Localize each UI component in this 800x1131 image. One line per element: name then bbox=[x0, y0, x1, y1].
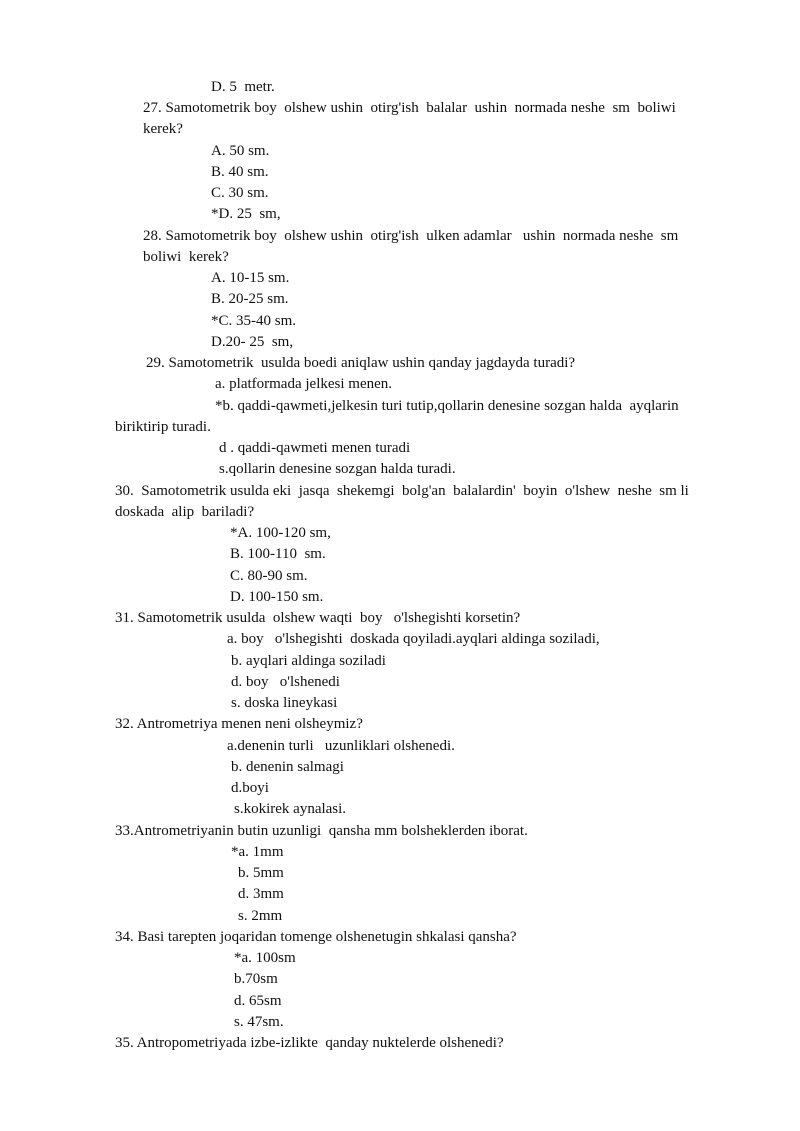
option-line: s. 47sm. bbox=[234, 1014, 284, 1030]
question-line: kerek? bbox=[143, 121, 183, 137]
option-line: B. 40 sm. bbox=[211, 164, 269, 180]
option-line: *a. 1mm bbox=[231, 844, 284, 860]
option-line: *a. 100sm bbox=[234, 950, 296, 966]
option-line: B. 100-110 sm. bbox=[230, 546, 326, 562]
question-line: 34. Basi tarepten joqaridan tomenge olshenetugin shkalasi qansha? bbox=[115, 929, 517, 945]
question-line: 35. Antropometriyada izbe-izlikte qanday nuktelerde olshenedi? bbox=[115, 1035, 504, 1051]
option-line: d. boy o'lshenedi bbox=[231, 674, 340, 690]
option-line: A. 10-15 sm. bbox=[211, 270, 290, 286]
option-line: D. 5 metr. bbox=[211, 79, 275, 95]
option-line: b. denenin salmagi bbox=[231, 759, 344, 775]
question-line: doskada alip bariladi? bbox=[115, 504, 255, 520]
option-line: *C. 35-40 sm. bbox=[211, 313, 297, 329]
option-line: D.20- 25 sm, bbox=[211, 334, 294, 350]
option-line: s. doska lineykasi bbox=[231, 695, 338, 711]
question-line: 31. Samotometrik usulda olshew waqti boy o'lshegishti korsetin? bbox=[115, 610, 521, 626]
option-line: A. 50 sm. bbox=[211, 143, 270, 159]
option-line: s.kokirek aynalasi. bbox=[234, 801, 347, 817]
question-line: 29. Samotometrik usulda boedi aniqlaw ushin qanday jagdayda turadi? bbox=[146, 355, 576, 371]
option-line: b. ayqlari aldinga soziladi bbox=[231, 653, 386, 669]
option-line: a. boy o'lshegishti doskada qoyiladi.ayqlari aldinga soziladi, bbox=[227, 631, 600, 647]
option-line: C. 30 sm. bbox=[211, 185, 269, 201]
option-line: s. 2mm bbox=[238, 908, 283, 924]
option-line: b.70sm bbox=[234, 971, 278, 987]
option-line: B. 20-25 sm. bbox=[211, 291, 289, 307]
question-line: 28. Samotometrik boy olshew ushin otirg'ish ulken adamlar ushin normada neshe sm bbox=[143, 228, 679, 244]
option-line: D. 100-150 sm. bbox=[230, 589, 324, 605]
question-line: 30. Samotometrik usulda eki jasqa shekemgi bolg'an balalardin' boyin o'lshew neshe sm li bbox=[115, 483, 689, 499]
question-line: 27. Samotometrik boy olshew ushin otirg'ish balalar ushin normada neshe sm boliwi bbox=[143, 100, 676, 116]
option-line: s.qollarin denesine sozgan halda turadi. bbox=[219, 461, 456, 477]
option-line: d . qaddi-qawmeti menen turadi bbox=[219, 440, 411, 456]
option-line: C. 80-90 sm. bbox=[230, 568, 308, 584]
option-line: d. 3mm bbox=[238, 886, 284, 902]
option-line: *A. 100-120 sm, bbox=[230, 525, 331, 541]
question-line: boliwi kerek? bbox=[143, 249, 229, 265]
option-line: d.boyi bbox=[231, 780, 269, 796]
question-line: 32. Antrometriya menen neni olsheymiz? bbox=[115, 716, 363, 732]
option-line: b. 5mm bbox=[238, 865, 284, 881]
option-line: a. platformada jelkesi menen. bbox=[215, 376, 393, 392]
option-line: biriktirip turadi. bbox=[115, 419, 211, 435]
option-line: d. 65sm bbox=[234, 993, 282, 1009]
option-line: *b. qaddi-qawmeti,jelkesin turi tutip,qollarin denesine sozgan halda ayqlarin bbox=[215, 398, 679, 414]
option-line: *D. 25 sm, bbox=[211, 206, 281, 222]
question-line: 33.Antrometriyanin butin uzunligi qansha mm bolsheklerden iborat. bbox=[115, 823, 528, 839]
option-line: a.denenin turli uzunliklari olshenedi. bbox=[227, 738, 455, 754]
